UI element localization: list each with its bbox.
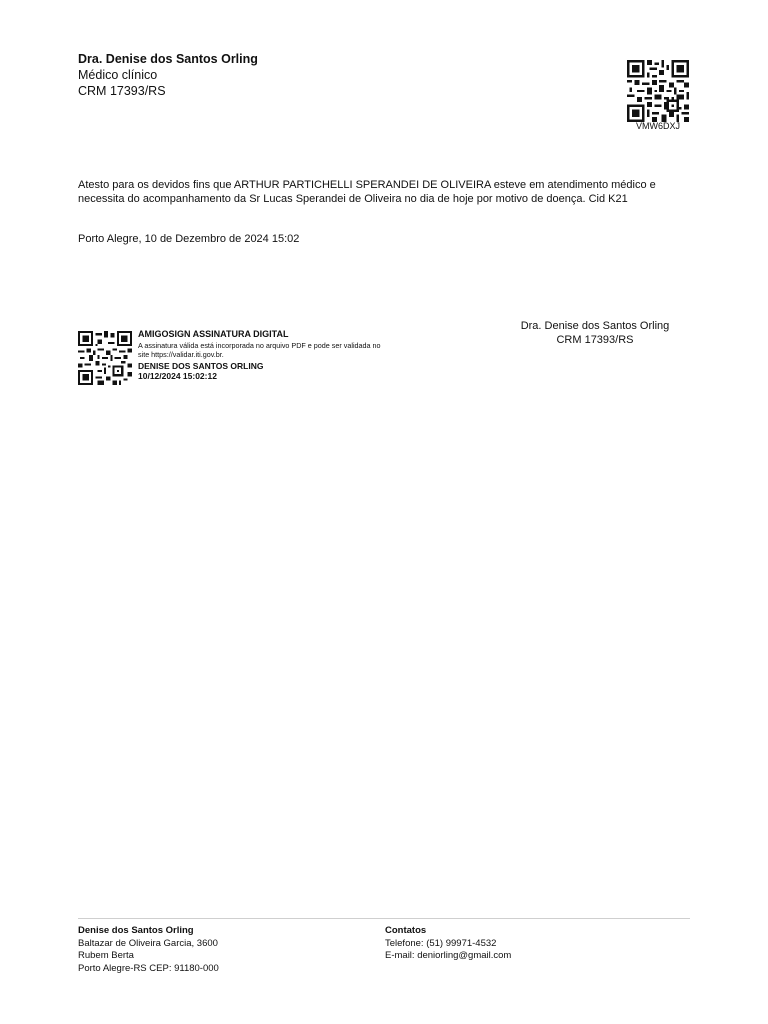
doctor-name: Dra. Denise dos Santos Orling bbox=[78, 52, 258, 66]
footer-email: E-mail: deniorling@gmail.com bbox=[385, 950, 512, 961]
place-and-date: Porto Alegre, 10 de Dezembro de 2024 15:02 bbox=[78, 233, 300, 245]
stamp-description: A assinatura válida está incorporada no arquivo PDF e pode ser validada no site https://validar.iti.gov.br. bbox=[138, 341, 381, 359]
footer-phone: Telefone: (51) 99971-4532 bbox=[385, 937, 497, 949]
stamp-qr-code-icon bbox=[78, 331, 132, 385]
footer-divider bbox=[78, 918, 690, 919]
footer-name: Denise dos Santos Orling bbox=[78, 925, 194, 936]
stamp-signer: DENISE DOS SANTOS ORLING bbox=[138, 361, 264, 371]
qr-code-icon bbox=[627, 60, 689, 122]
signature-crm: CRM 17393/RS bbox=[556, 334, 634, 346]
footer-contacts bbox=[385, 925, 511, 963]
stamp-title: AMIGOSIGN ASSINATURA DIGITAL bbox=[138, 329, 289, 339]
doctor-specialty: Médico clínico bbox=[78, 68, 158, 82]
stamp-timestamp: 10/12/2024 15:02:12 bbox=[138, 371, 217, 381]
signature-name: Dra. Denise dos Santos Orling bbox=[520, 320, 670, 332]
footer-address-line1: Baltazar de Oliveira Garcia, 3600 bbox=[78, 937, 218, 949]
attestation-statement: Atesto para os devidos fins que ARTHUR PARTICHELLI SPERANDEI DE OLIVEIRA esteve em atendimento médico e necessita do acompanhamento da Sr Lucas Sperandei de Oliveira no dia de hoje por motivo de doença. Cid K21 bbox=[78, 179, 656, 205]
verification-code: VMW6DXJ bbox=[635, 121, 680, 131]
footer-address-line3: Porto Alegre-RS CEP: 91180-000 bbox=[78, 962, 219, 974]
footer-address bbox=[78, 925, 219, 975]
footer-contacts-title: Contatos bbox=[385, 925, 427, 936]
signature-block bbox=[470, 319, 720, 347]
doctor-crm: CRM 17393/RS bbox=[78, 84, 166, 98]
digital-signature-stamp bbox=[138, 329, 388, 381]
footer-address-line2: Rubem Berta bbox=[78, 950, 134, 961]
